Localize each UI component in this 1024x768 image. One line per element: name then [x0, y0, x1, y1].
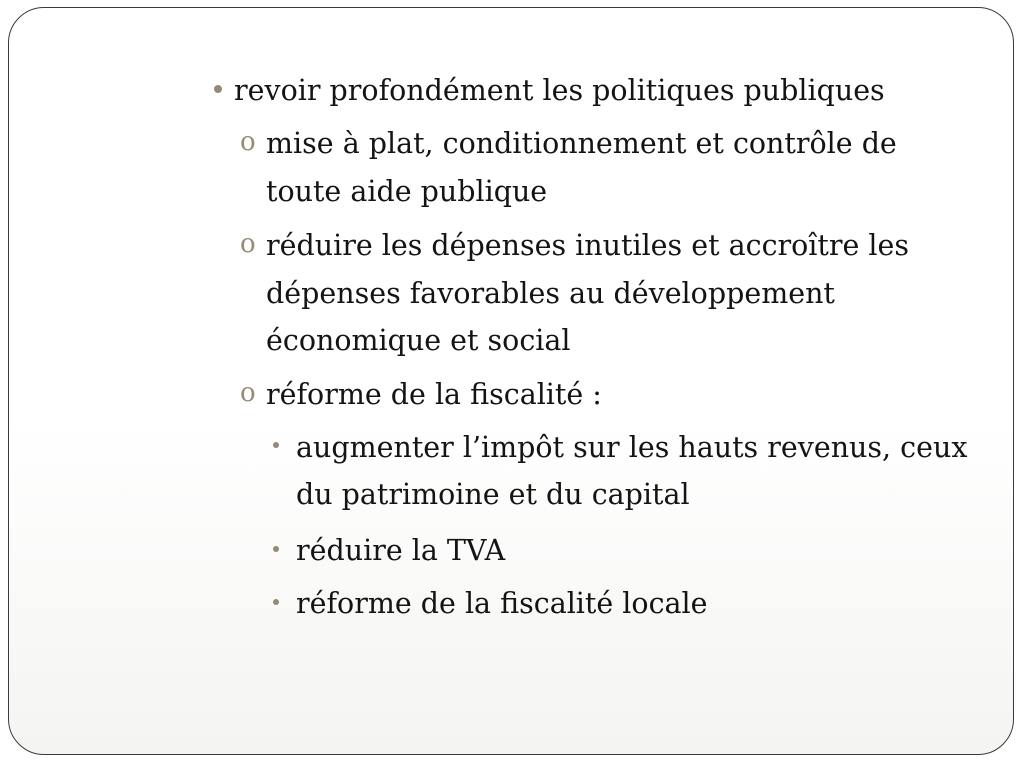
bullet-circle-icon: o	[240, 229, 256, 259]
bullet-text-continuation: économique et social	[266, 324, 571, 357]
bullet-dot-icon	[273, 442, 279, 448]
bullet-text: revoir profondément les politiques publiques	[234, 74, 885, 107]
bullet-text: réduire les dépenses inutiles et accroître les	[266, 229, 910, 262]
bullet-text-continuation: du patrimoine et du capital	[296, 478, 690, 511]
bullet-text-continuation: toute aide publique	[266, 175, 548, 208]
bullet-text: augmenter l’impôt sur les hauts revenus, ceux	[296, 431, 968, 464]
bullet-text: réduire la TVA	[296, 534, 506, 567]
bullet-circle-icon: o	[240, 378, 256, 408]
bullet-text: mise à plat, conditionnement et contrôle de	[266, 127, 897, 160]
bullet-dot-icon	[214, 85, 222, 93]
bullet-text: réforme de la fiscalité locale	[296, 587, 708, 620]
bullet-text: réforme de la fiscalité :	[266, 378, 602, 411]
bullet-circle-icon: o	[240, 127, 256, 157]
bullet-dot-icon	[273, 546, 279, 552]
bullet-text-continuation: dépenses favorables au développement	[266, 277, 835, 310]
bullet-dot-icon	[273, 599, 279, 605]
